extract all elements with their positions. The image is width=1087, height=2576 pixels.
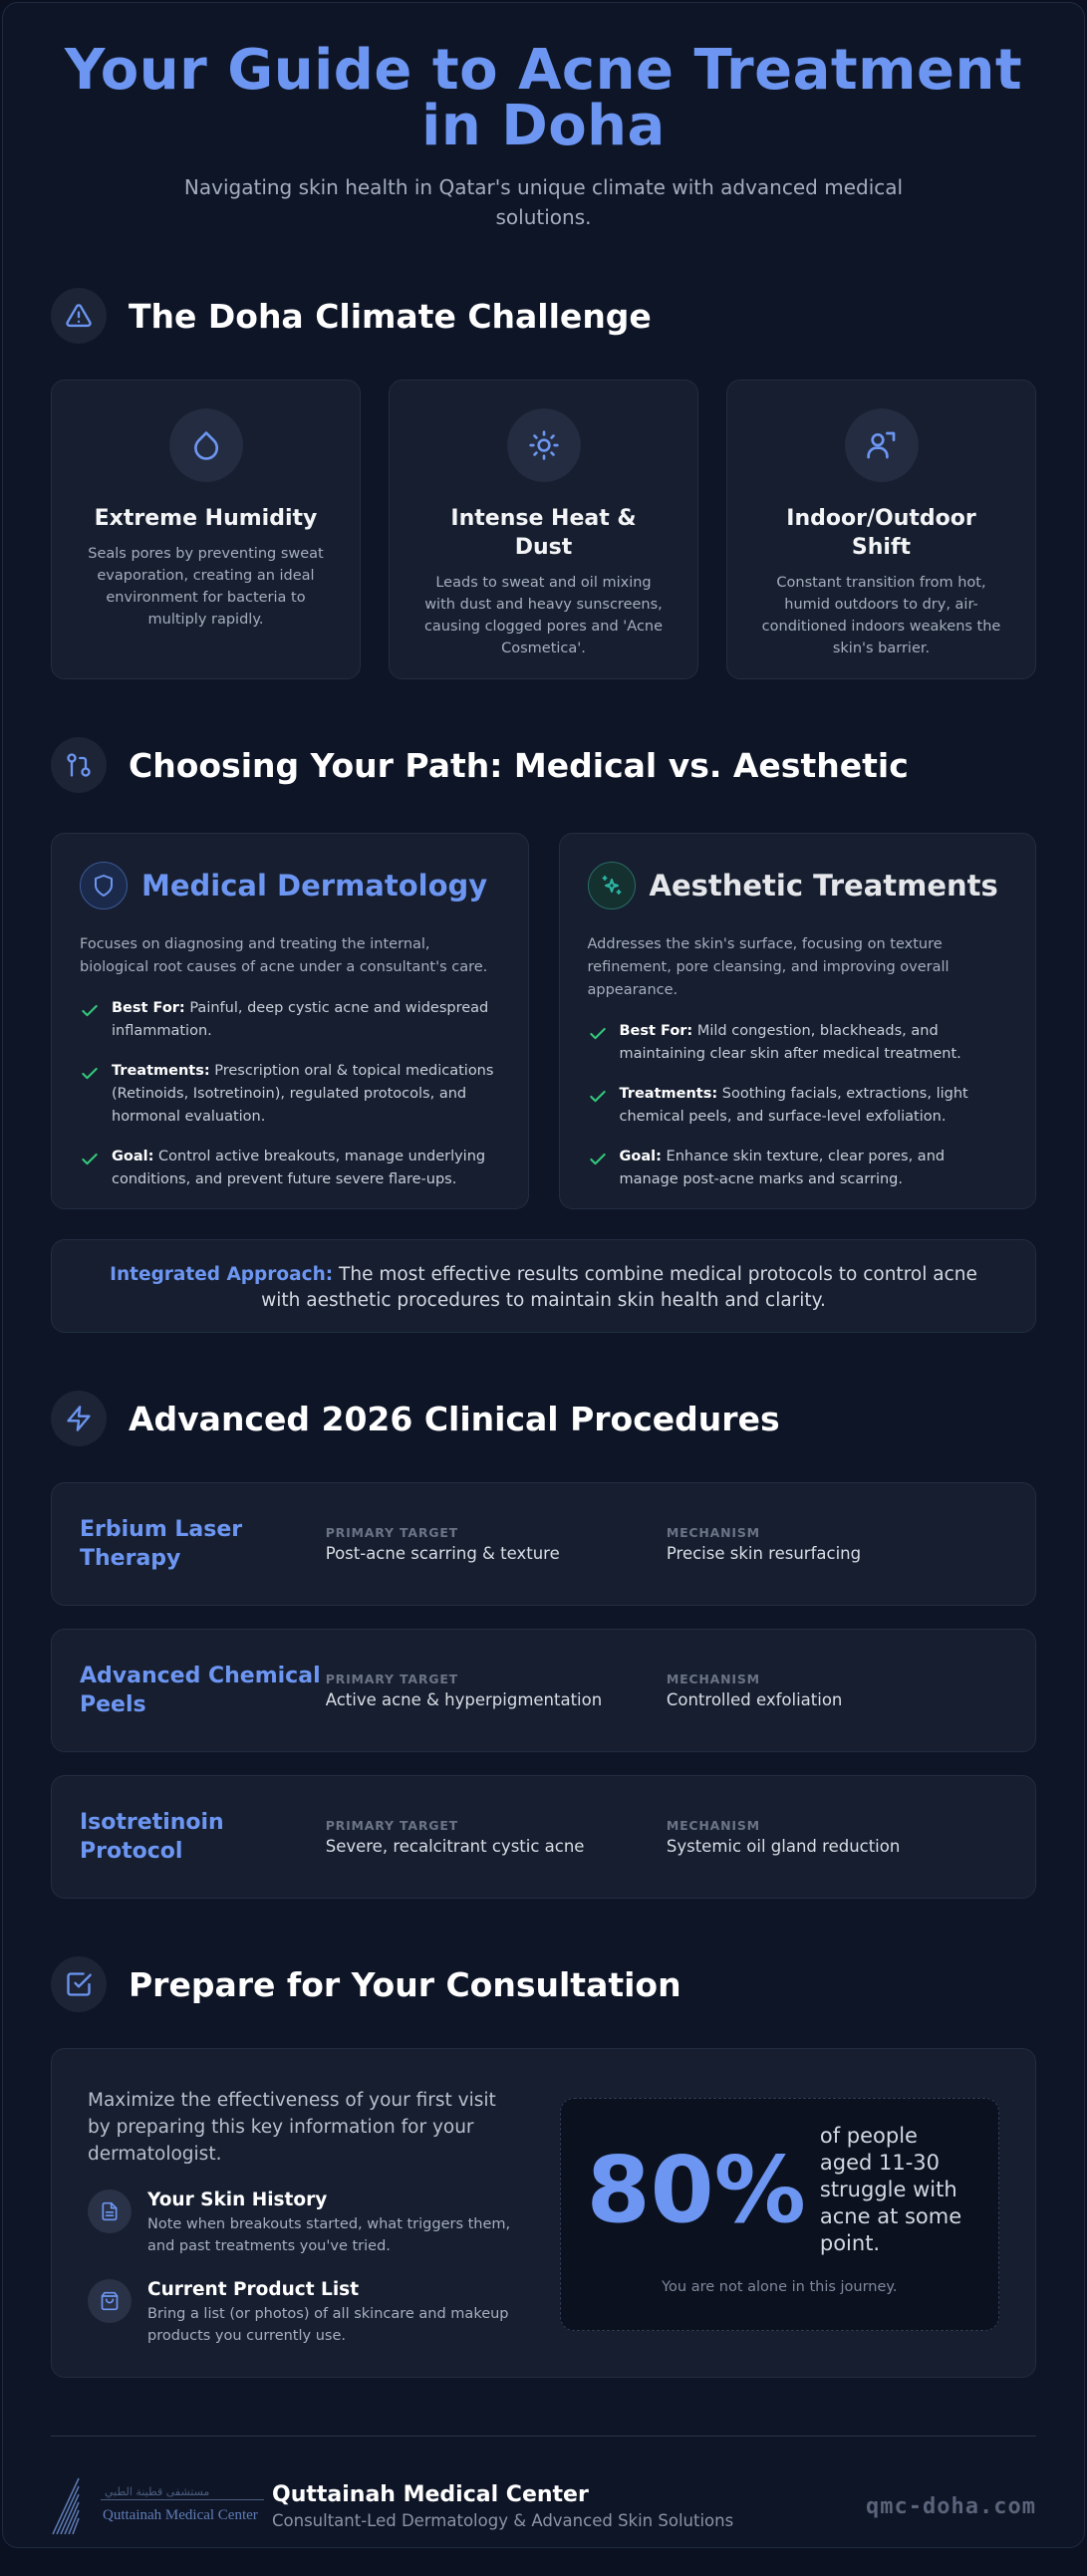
procedures-list bbox=[51, 1482, 1036, 1899]
climate-card bbox=[51, 380, 361, 679]
aesthetic-title: Aesthetic Treatments bbox=[649, 869, 998, 902]
page-title: Your Guide to Acne Treatment in Doha bbox=[64, 38, 1023, 158]
check-icon bbox=[80, 1150, 100, 1169]
list-item-label: Best For: bbox=[112, 1000, 185, 1016]
procedure-mechanism: Controlled exfoliation bbox=[666, 1690, 843, 1709]
integrated-label: Integrated Approach: bbox=[110, 1264, 334, 1285]
list-item bbox=[80, 1146, 500, 1191]
aesthetic-list bbox=[588, 1020, 1008, 1191]
document-icon bbox=[88, 2190, 132, 2233]
warning-triangle-icon bbox=[51, 288, 107, 344]
footer bbox=[51, 2437, 1036, 2576]
clinic-name: Quttainah Medical Center bbox=[272, 2482, 589, 2507]
list-item-text: Painful, deep cystic acne and widespread inflammation. bbox=[112, 1000, 489, 1039]
consult-heading: Prepare for Your Consultation bbox=[129, 1964, 681, 2004]
procedure-target: Post-acne scarring & texture bbox=[325, 1544, 560, 1563]
check-icon bbox=[588, 1024, 608, 1044]
mechanism-label: MECHANISM bbox=[666, 1818, 760, 1833]
procedure-target: Active acne & hyperpigmentation bbox=[325, 1690, 603, 1709]
climate-cards bbox=[51, 380, 1036, 679]
mechanism-label: MECHANISM bbox=[666, 1525, 760, 1540]
sun-icon bbox=[507, 408, 581, 482]
clinic-logo bbox=[51, 2471, 264, 2541]
lightning-icon bbox=[51, 1391, 107, 1446]
list-item-label: Goal: bbox=[112, 1149, 154, 1164]
clinic-tagline: Consultant-Led Dermatology & Advanced Skin Solutions bbox=[272, 2511, 734, 2530]
climate-card-text: Seals pores by preventing sweat evaporation, creating an ideal environment for bacteria to multiply rapidly. bbox=[88, 546, 324, 628]
list-item-label: Treatments: bbox=[112, 1063, 210, 1079]
statistic-caption: of people aged 11-30 struggle with acne at some point. bbox=[819, 2124, 962, 2255]
procedures-section-header bbox=[51, 1391, 1036, 1446]
climate-heading: The Doha Climate Challenge bbox=[129, 296, 652, 336]
droplet-icon bbox=[169, 408, 243, 482]
procedure-mechanism: Precise skin resurfacing bbox=[666, 1544, 862, 1563]
statistic-note: You are not alone in this journey. bbox=[662, 2279, 898, 2295]
mechanism-label: MECHANISM bbox=[666, 1672, 760, 1686]
check-icon bbox=[80, 1064, 100, 1084]
shopping-bag-icon bbox=[88, 2279, 132, 2323]
list-item-label: Best For: bbox=[619, 1023, 693, 1039]
aesthetic-description: Addresses the skin's surface, focusing on texture refinement, pore cleansing, and improving overall appearance. bbox=[587, 936, 950, 998]
logo-mark-icon bbox=[51, 2474, 81, 2538]
medical-description: Focuses on diagnosing and treating the internal, biological root causes of acne under a consultant's care. bbox=[80, 936, 488, 975]
procedure-mechanism: Systemic oil gland reduction bbox=[666, 1837, 901, 1856]
procedure-target: Severe, recalcitrant cystic acne bbox=[325, 1837, 585, 1856]
list-item-text: Enhance skin texture, clear pores, and manage post-acne marks and scarring. bbox=[619, 1149, 946, 1187]
procedure-row bbox=[51, 1482, 1036, 1606]
target-label: PRIMARY TARGET bbox=[325, 1672, 458, 1686]
procedures-heading: Advanced 2026 Clinical Procedures bbox=[129, 1399, 780, 1438]
procedure-row bbox=[51, 1775, 1036, 1899]
climate-card bbox=[726, 380, 1036, 679]
consult-item-title: Your Skin History bbox=[147, 2190, 328, 2210]
paths-heading: Choosing Your Path: Medical vs. Aesthetic bbox=[129, 745, 909, 785]
shield-icon bbox=[80, 862, 128, 909]
paths-section-header bbox=[51, 737, 1036, 793]
procedure-name: Advanced Chemical Peels bbox=[80, 1664, 321, 1717]
medical-list bbox=[80, 997, 500, 1191]
list-item bbox=[80, 997, 500, 1043]
website-link[interactable]: qmc-doha.com bbox=[866, 2493, 1036, 2519]
consult-item bbox=[88, 2190, 520, 2257]
consult-item-title: Current Product List bbox=[147, 2279, 360, 2300]
list-item-label: Treatments: bbox=[619, 1086, 718, 1102]
git-branch-icon bbox=[51, 737, 107, 793]
medical-title: Medical Dermatology bbox=[141, 869, 488, 902]
check-icon bbox=[588, 1087, 608, 1107]
procedure-name: Erbium Laser Therapy bbox=[80, 1517, 243, 1571]
list-item bbox=[80, 1060, 500, 1129]
logo-arabic-text: مستشفى قطينة الطبي bbox=[105, 2485, 210, 2498]
procedure-name: Isotretinoin Protocol bbox=[80, 1810, 224, 1864]
list-item bbox=[588, 1146, 1008, 1191]
checkbox-icon bbox=[51, 1956, 107, 2012]
aesthetic-card bbox=[559, 833, 1037, 1209]
climate-card-text: Constant transition from hot, humid outdoors to dry, air-conditioned indoors weakens the skin's barrier. bbox=[761, 575, 1001, 656]
list-item-text: Mild congestion, blackheads, and maintaining clear skin after medical treatment. bbox=[619, 1023, 961, 1062]
statistic-box bbox=[560, 2098, 999, 2331]
consult-section-header bbox=[51, 1956, 1036, 2012]
consult-card bbox=[51, 2048, 1036, 2378]
statistic-value: 80% bbox=[586, 2136, 806, 2243]
logo-english-text: Quttainah Medical Center bbox=[103, 2507, 258, 2523]
check-icon bbox=[80, 1001, 100, 1021]
procedure-row bbox=[51, 1629, 1036, 1752]
target-label: PRIMARY TARGET bbox=[325, 1525, 458, 1540]
consult-item-text: Bring a list (or photos) of all skincare and makeup products you currently use. bbox=[147, 2306, 509, 2344]
climate-card-title: Extreme Humidity bbox=[94, 506, 318, 531]
list-item-text: Prescription oral & topical medications (Retinoids, Isotretinoin), regulated protocols, and hormonal evaluation. bbox=[112, 1063, 494, 1125]
integrated-text: The most effective results combine medical protocols to control acne with aesthetic procedures to maintain skin health and clarity. bbox=[261, 1264, 977, 1311]
page-subtitle: Navigating skin health in Qatar's unique climate with advanced medical solutions. bbox=[183, 175, 904, 229]
integrated-approach-note bbox=[51, 1239, 1036, 1333]
climate-card bbox=[389, 380, 698, 679]
page bbox=[2, 2, 1085, 2548]
list-item-text: Control active breakouts, manage underlying conditions, and prevent future severe flare-ups. bbox=[112, 1149, 486, 1187]
user-scan-icon bbox=[845, 408, 919, 482]
climate-card-title: Indoor/Outdoor Shift bbox=[786, 506, 976, 560]
consult-intro: Maximize the effectiveness of your first visit by preparing this key information for your dermatologist. bbox=[88, 2090, 496, 2165]
consult-item bbox=[88, 2279, 520, 2347]
check-icon bbox=[588, 1150, 608, 1169]
medical-card bbox=[51, 833, 529, 1209]
hero bbox=[51, 3, 1036, 232]
climate-section-header bbox=[51, 288, 1036, 344]
list-item bbox=[588, 1083, 1008, 1129]
list-item bbox=[588, 1020, 1008, 1066]
target-label: PRIMARY TARGET bbox=[325, 1818, 458, 1833]
list-item-text: Soothing facials, extractions, light chemical peels, and surface-level exfoliation. bbox=[619, 1086, 968, 1125]
consult-item-text: Note when breakouts started, what triggers them, and past treatments you've tried. bbox=[147, 2216, 511, 2254]
climate-card-text: Leads to sweat and oil mixing with dust and heavy sunscreens, causing clogged pores and 'Acne Cosmetica'. bbox=[423, 575, 664, 656]
paths-cards bbox=[51, 833, 1036, 1209]
list-item-label: Goal: bbox=[619, 1149, 662, 1164]
climate-card-title: Intense Heat & Dust bbox=[450, 506, 637, 560]
sparkle-icon bbox=[588, 862, 636, 909]
